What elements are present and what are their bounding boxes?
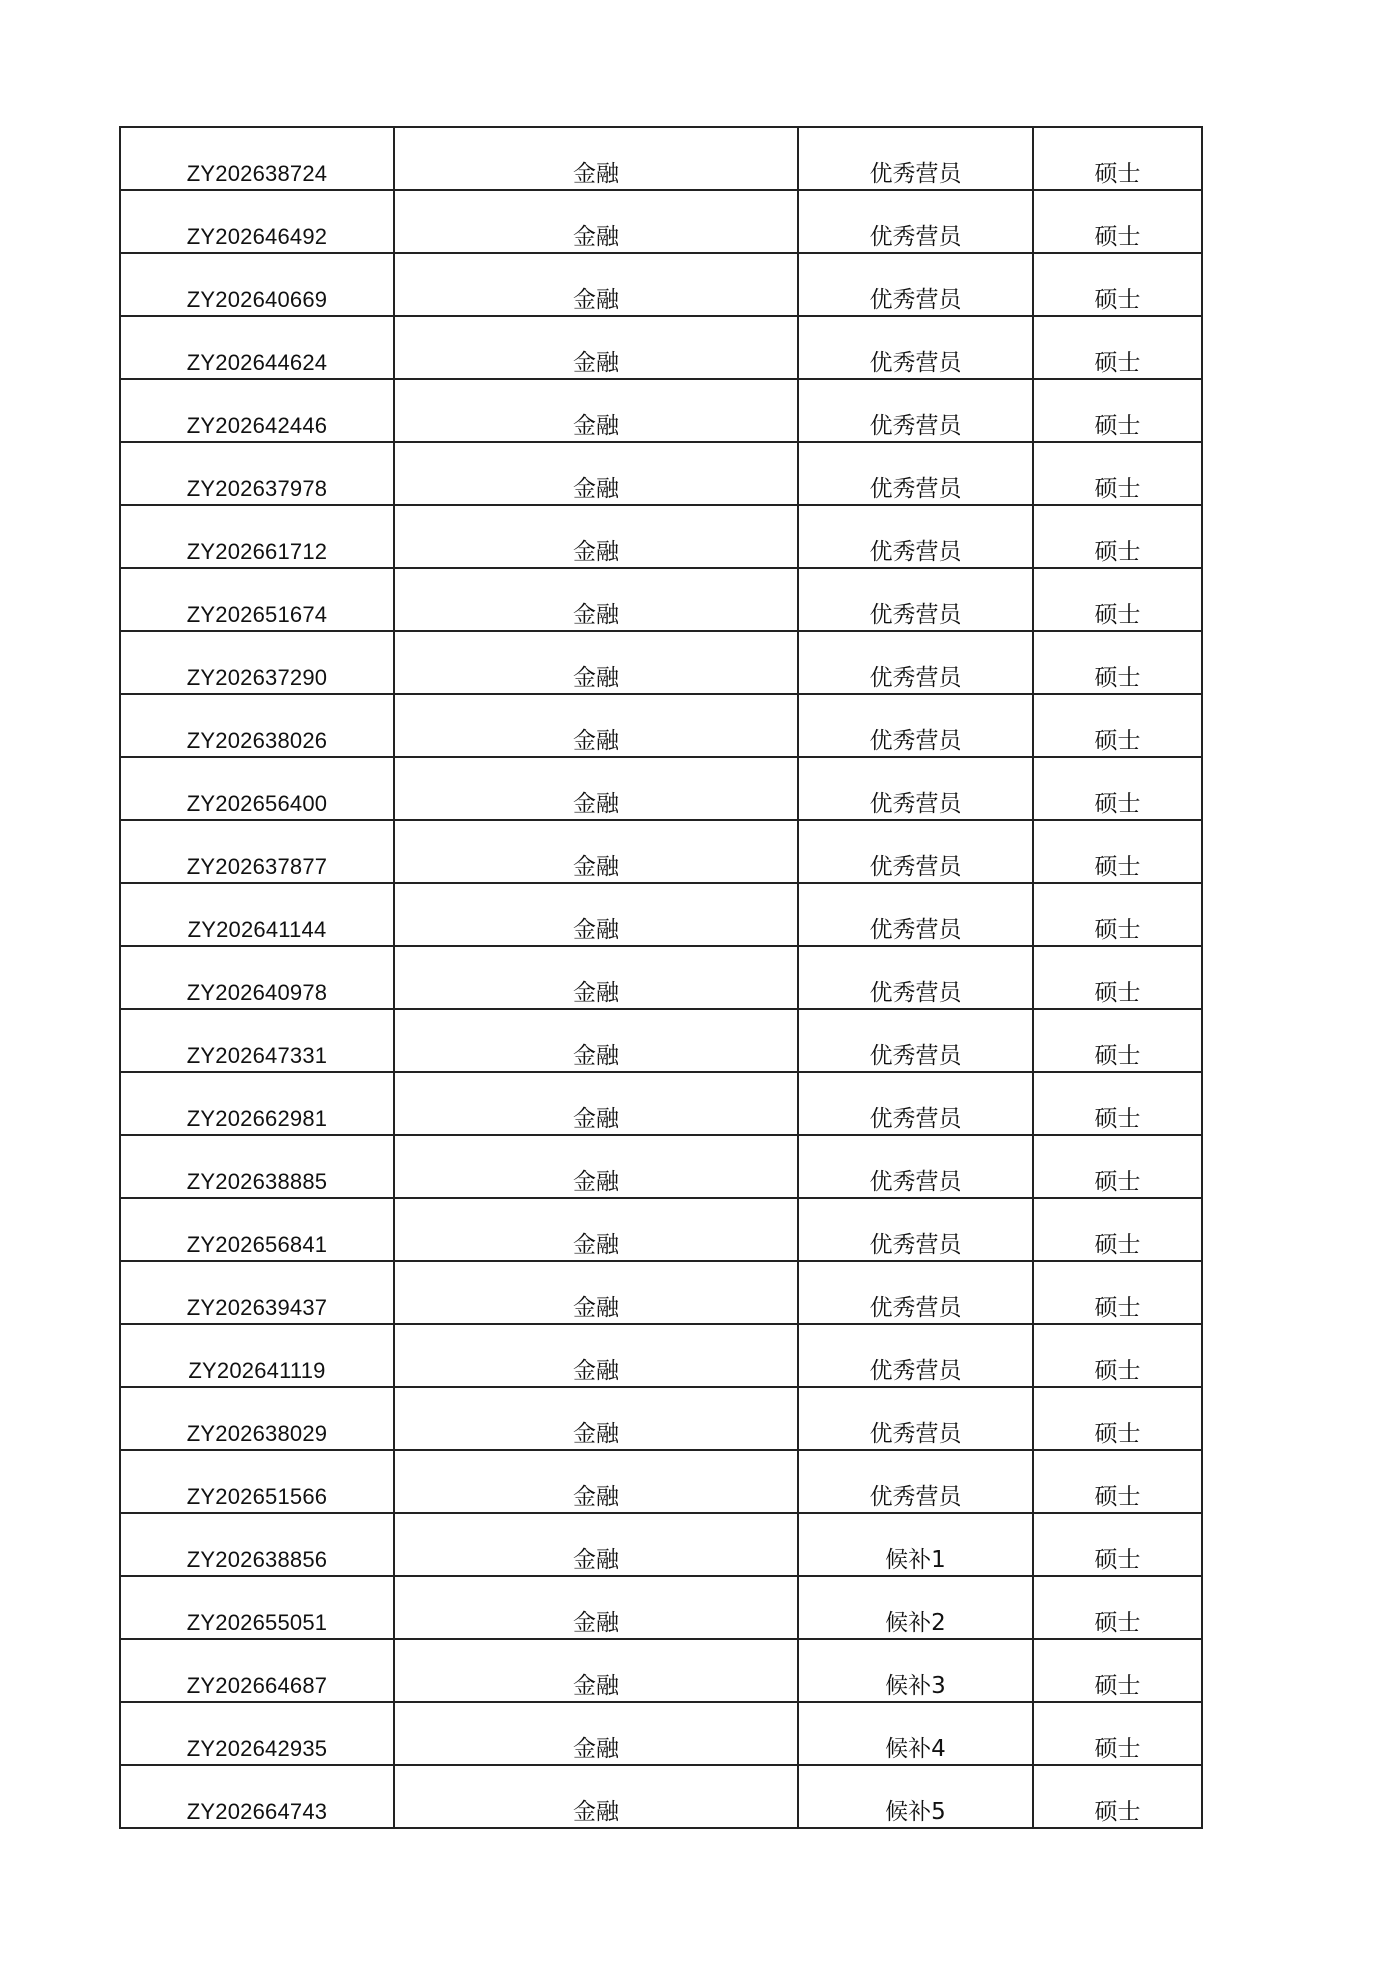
cell-degree: 硕士 <box>1033 253 1202 316</box>
cell-major: 金融 <box>394 631 798 694</box>
table-row <box>120 946 1202 1009</box>
cell-applicant-id: ZY202638026 <box>120 694 394 757</box>
table-row <box>120 1324 1202 1387</box>
table-row <box>120 1702 1202 1765</box>
cell-major: 金融 <box>394 820 798 883</box>
table-row <box>120 820 1202 883</box>
table-row <box>120 694 1202 757</box>
cell-degree: 硕士 <box>1033 1513 1202 1576</box>
cell-applicant-id: ZY202640978 <box>120 946 394 1009</box>
table-row <box>120 442 1202 505</box>
table-row <box>120 631 1202 694</box>
cell-status: 候补4 <box>798 1702 1033 1765</box>
table-row <box>120 379 1202 442</box>
cell-status: 候补5 <box>798 1765 1033 1828</box>
cell-status: 优秀营员 <box>798 1198 1033 1261</box>
cell-status: 优秀营员 <box>798 1324 1033 1387</box>
cell-degree: 硕士 <box>1033 694 1202 757</box>
cell-degree: 硕士 <box>1033 1009 1202 1072</box>
table-row <box>120 190 1202 253</box>
cell-major: 金融 <box>394 946 798 1009</box>
cell-status: 优秀营员 <box>798 946 1033 1009</box>
cell-applicant-id: ZY202664687 <box>120 1639 394 1702</box>
cell-status: 优秀营员 <box>798 190 1033 253</box>
cell-major: 金融 <box>394 1702 798 1765</box>
cell-degree: 硕士 <box>1033 1261 1202 1324</box>
cell-major: 金融 <box>394 190 798 253</box>
cell-major: 金融 <box>394 127 798 190</box>
table-row <box>120 1261 1202 1324</box>
cell-status: 优秀营员 <box>798 442 1033 505</box>
cell-status: 候补3 <box>798 1639 1033 1702</box>
table-row <box>120 1639 1202 1702</box>
cell-major: 金融 <box>394 442 798 505</box>
table-row <box>120 1450 1202 1513</box>
table-row <box>120 1135 1202 1198</box>
table-row <box>120 1072 1202 1135</box>
cell-degree: 硕士 <box>1033 568 1202 631</box>
table-row <box>120 568 1202 631</box>
cell-degree: 硕士 <box>1033 379 1202 442</box>
cell-degree: 硕士 <box>1033 505 1202 568</box>
cell-major: 金融 <box>394 1072 798 1135</box>
table-row <box>120 1576 1202 1639</box>
cell-applicant-id: ZY202651566 <box>120 1450 394 1513</box>
cell-major: 金融 <box>394 1198 798 1261</box>
cell-applicant-id: ZY202638856 <box>120 1513 394 1576</box>
cell-applicant-id: ZY202637290 <box>120 631 394 694</box>
cell-status: 候补1 <box>798 1513 1033 1576</box>
cell-status: 优秀营员 <box>798 820 1033 883</box>
cell-major: 金融 <box>394 568 798 631</box>
cell-status: 优秀营员 <box>798 253 1033 316</box>
cell-status: 候补2 <box>798 1576 1033 1639</box>
cell-status: 优秀营员 <box>798 127 1033 190</box>
cell-applicant-id: ZY202656841 <box>120 1198 394 1261</box>
cell-degree: 硕士 <box>1033 757 1202 820</box>
cell-degree: 硕士 <box>1033 820 1202 883</box>
cell-degree: 硕士 <box>1033 1639 1202 1702</box>
cell-status: 优秀营员 <box>798 316 1033 379</box>
cell-degree: 硕士 <box>1033 316 1202 379</box>
cell-status: 优秀营员 <box>798 505 1033 568</box>
cell-status: 优秀营员 <box>798 1387 1033 1450</box>
cell-status: 优秀营员 <box>798 694 1033 757</box>
cell-major: 金融 <box>394 1135 798 1198</box>
cell-applicant-id: ZY202641119 <box>120 1324 394 1387</box>
table-row <box>120 1198 1202 1261</box>
cell-major: 金融 <box>394 1261 798 1324</box>
table-row <box>120 883 1202 946</box>
table-row <box>120 505 1202 568</box>
cell-major: 金融 <box>394 1513 798 1576</box>
cell-major: 金融 <box>394 505 798 568</box>
cell-applicant-id: ZY202644624 <box>120 316 394 379</box>
cell-applicant-id: ZY202661712 <box>120 505 394 568</box>
cell-applicant-id: ZY202640669 <box>120 253 394 316</box>
table-row <box>120 127 1202 190</box>
results-table <box>119 126 1203 1829</box>
cell-status: 优秀营员 <box>798 883 1033 946</box>
table-row <box>120 1765 1202 1828</box>
cell-degree: 硕士 <box>1033 1702 1202 1765</box>
table-body <box>120 127 1202 1828</box>
cell-applicant-id: ZY202646492 <box>120 190 394 253</box>
table-row <box>120 1513 1202 1576</box>
table-row <box>120 1009 1202 1072</box>
cell-major: 金融 <box>394 379 798 442</box>
cell-major: 金融 <box>394 1576 798 1639</box>
cell-major: 金融 <box>394 1324 798 1387</box>
cell-applicant-id: ZY202638724 <box>120 127 394 190</box>
cell-status: 优秀营员 <box>798 1135 1033 1198</box>
cell-applicant-id: ZY202642446 <box>120 379 394 442</box>
cell-degree: 硕士 <box>1033 442 1202 505</box>
cell-status: 优秀营员 <box>798 1009 1033 1072</box>
cell-degree: 硕士 <box>1033 190 1202 253</box>
cell-major: 金融 <box>394 1765 798 1828</box>
table-row <box>120 1387 1202 1450</box>
cell-major: 金融 <box>394 1450 798 1513</box>
cell-status: 优秀营员 <box>798 1072 1033 1135</box>
cell-degree: 硕士 <box>1033 1450 1202 1513</box>
cell-applicant-id: ZY202656400 <box>120 757 394 820</box>
cell-applicant-id: ZY202638885 <box>120 1135 394 1198</box>
table-row <box>120 253 1202 316</box>
cell-status: 优秀营员 <box>798 1450 1033 1513</box>
cell-status: 优秀营员 <box>798 631 1033 694</box>
cell-degree: 硕士 <box>1033 1135 1202 1198</box>
cell-applicant-id: ZY202662981 <box>120 1072 394 1135</box>
cell-applicant-id: ZY202651674 <box>120 568 394 631</box>
cell-applicant-id: ZY202641144 <box>120 883 394 946</box>
cell-major: 金融 <box>394 1639 798 1702</box>
cell-applicant-id: ZY202638029 <box>120 1387 394 1450</box>
cell-degree: 硕士 <box>1033 946 1202 1009</box>
cell-status: 优秀营员 <box>798 757 1033 820</box>
cell-applicant-id: ZY202642935 <box>120 1702 394 1765</box>
table-row <box>120 757 1202 820</box>
cell-degree: 硕士 <box>1033 1765 1202 1828</box>
cell-major: 金融 <box>394 757 798 820</box>
cell-major: 金融 <box>394 1009 798 1072</box>
cell-applicant-id: ZY202639437 <box>120 1261 394 1324</box>
cell-major: 金融 <box>394 316 798 379</box>
cell-status: 优秀营员 <box>798 379 1033 442</box>
cell-status: 优秀营员 <box>798 1261 1033 1324</box>
cell-degree: 硕士 <box>1033 631 1202 694</box>
cell-applicant-id: ZY202655051 <box>120 1576 394 1639</box>
cell-degree: 硕士 <box>1033 883 1202 946</box>
cell-degree: 硕士 <box>1033 1198 1202 1261</box>
cell-major: 金融 <box>394 883 798 946</box>
cell-degree: 硕士 <box>1033 1324 1202 1387</box>
cell-status: 优秀营员 <box>798 568 1033 631</box>
table-row <box>120 316 1202 379</box>
cell-major: 金融 <box>394 253 798 316</box>
cell-major: 金融 <box>394 694 798 757</box>
cell-major: 金融 <box>394 1387 798 1450</box>
cell-applicant-id: ZY202647331 <box>120 1009 394 1072</box>
cell-degree: 硕士 <box>1033 1387 1202 1450</box>
cell-degree: 硕士 <box>1033 1576 1202 1639</box>
cell-applicant-id: ZY202637877 <box>120 820 394 883</box>
cell-applicant-id: ZY202637978 <box>120 442 394 505</box>
cell-applicant-id: ZY202664743 <box>120 1765 394 1828</box>
cell-degree: 硕士 <box>1033 127 1202 190</box>
cell-degree: 硕士 <box>1033 1072 1202 1135</box>
